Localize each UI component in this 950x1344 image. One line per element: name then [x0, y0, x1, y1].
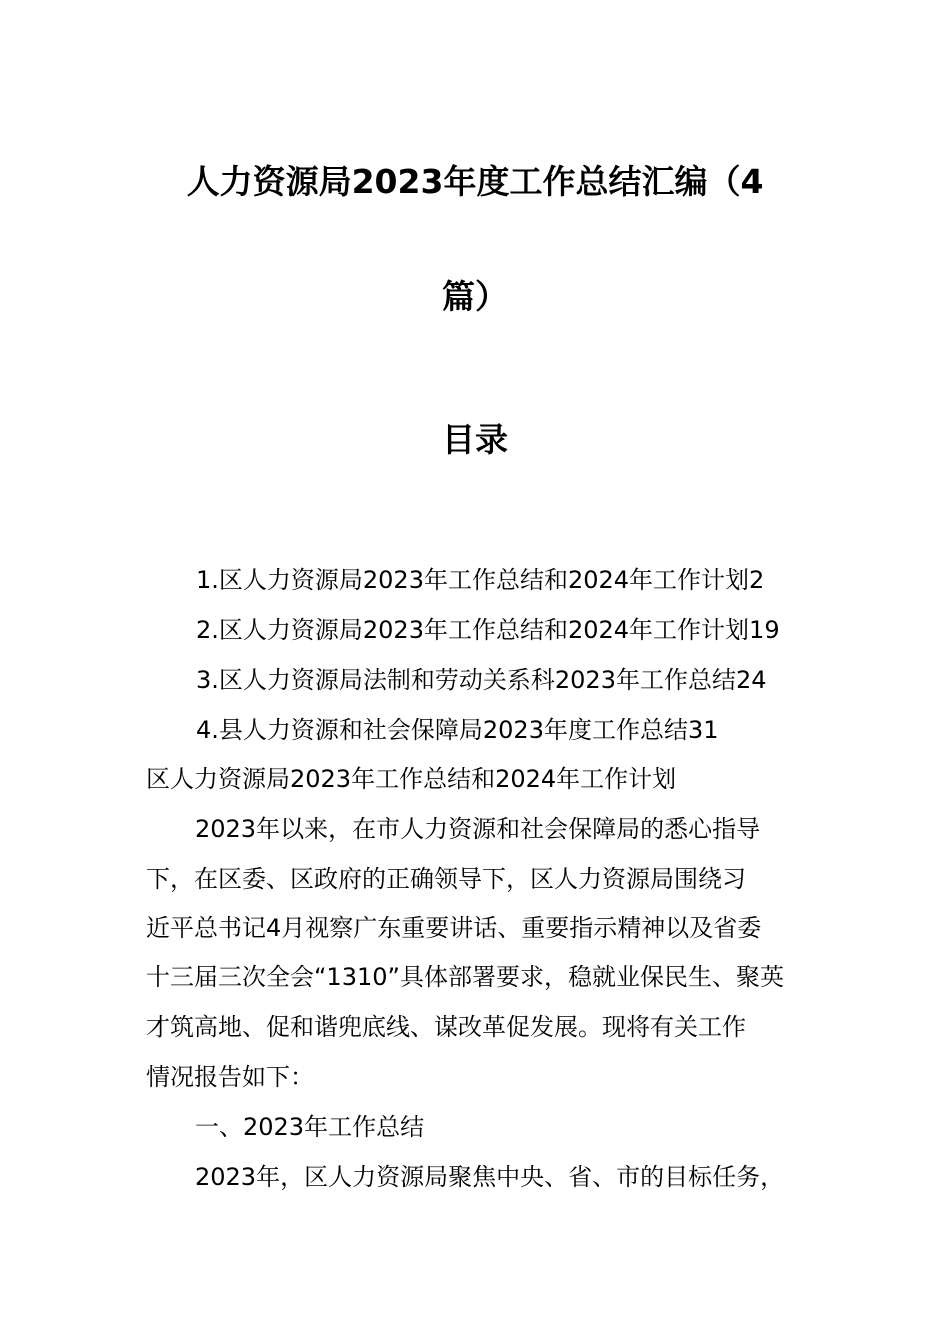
subheading: 一、2023年工作总结: [195, 1113, 425, 1141]
body-line: 近平总书记4月视察广东重要讲话、重要指示精神以及省委: [146, 914, 762, 942]
section-title: 区人力资源局2023年工作总结和2024年工作计划: [146, 765, 677, 793]
toc-item: 2.区人力资源局2023年工作总结和2024年工作计划19: [196, 616, 780, 644]
toc-item: 3.区人力资源局法制和劳动关系科2023年工作总结24: [196, 666, 767, 694]
document-title-line-1: 人力资源局2023年度工作总结汇编（4: [186, 162, 764, 201]
body-line: 情况报告如下：: [146, 1063, 314, 1091]
body-line: 2023年，区人力资源局聚焦中央、省、市的目标任务，: [195, 1163, 785, 1191]
body-line: 2023年以来，在市人力资源和社会保障局的悉心指导: [195, 815, 761, 843]
toc-item: 1.区人力资源局2023年工作总结和2024年工作计划2: [196, 566, 765, 594]
document-title-line-2: 篇）: [442, 277, 508, 316]
toc-item: 4.县人力资源和社会保障局2023年度工作总结31: [196, 716, 719, 744]
body-line: 下，在区委、区政府的正确领导下，区人力资源局围绕习: [146, 865, 746, 893]
toc-heading: 目录: [442, 420, 508, 459]
body-line: 十三届三次全会“1310”具体部署要求，稳就业保民生、聚英: [146, 963, 784, 991]
body-line: 才筑高地、促和谐兜底线、谋改革促发展。现将有关工作: [146, 1013, 746, 1041]
